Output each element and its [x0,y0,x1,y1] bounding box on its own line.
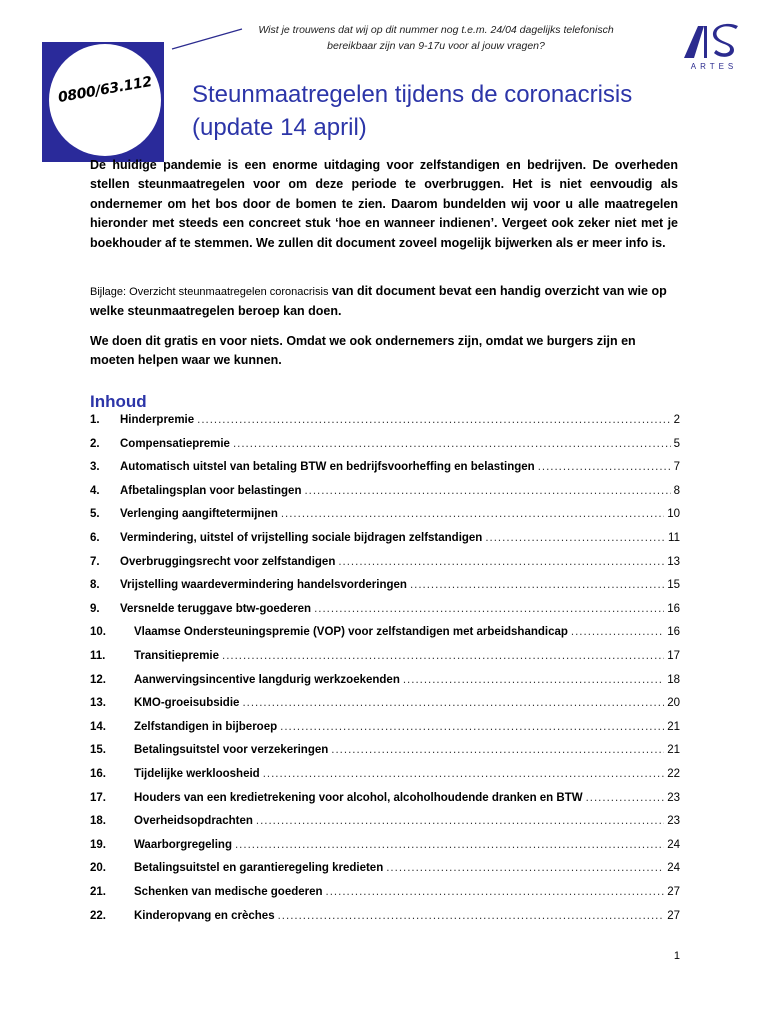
toc-entry-page: 21 [667,720,680,733]
toc-entry-number: 5. [90,508,100,521]
toc-entry-number: 9. [90,602,100,615]
toc-entry-leader [304,485,670,497]
toc-entry-title[interactable]: Betalingsuitstel voor verzekeringen [134,744,329,757]
toc-entry-title[interactable]: Vrijstelling waardevermindering handelsvorderingen [120,579,407,592]
toc-entry-title[interactable]: Versnelde teruggave btw-goederen [120,602,312,615]
toc-entry[interactable] [90,438,680,456]
toc-entry-number: 18. [90,815,106,828]
toc-entry-title[interactable]: Overheidsopdrachten [134,815,253,828]
toc-entry-page: 2 [673,414,680,426]
toc-entry[interactable] [90,626,680,644]
toc-entry-number: 8. [90,579,100,592]
toc-heading: Inhoud [90,392,147,411]
toc-entry-page: 7 [673,461,680,474]
toc-entry-page: 13 [667,555,680,568]
hotline-number: 0800/63.112 [56,73,154,107]
toc-entry[interactable] [90,461,680,479]
toc-entry-page: 8 [673,484,680,497]
toc-entry-number: 15. [90,744,106,757]
toc-entry-leader [263,768,665,780]
toc-entry-page: 10 [667,508,680,521]
toc-entry[interactable] [90,862,680,880]
toc-entry[interactable] [90,650,680,668]
toc-entry-number: 21. [90,886,106,898]
toc-entry-leader [331,744,664,756]
toc-entry[interactable] [90,910,680,928]
toc-entry-number: 16. [90,768,106,780]
toc-entry-leader [233,438,671,450]
toc-entry-page: 15 [667,579,680,592]
toc-entry[interactable] [90,579,680,597]
page-number: 1 [673,950,680,962]
toc-entry-number: 3. [90,461,100,474]
toc-entry-number: 22. [90,909,106,922]
toc-entry-page: 27 [667,909,680,922]
toc-entry-title[interactable]: Automatisch uitstel van betaling BTW en bedrijfsvoorheffing en belastingen [120,461,535,474]
artes-logo [674,20,754,76]
toc-entry-page: 20 [667,697,680,710]
toc-entry-number: 7. [90,555,100,568]
toc-entry-number: 11. [90,650,106,662]
toc-entry-number: 2. [90,437,100,450]
artes-logo-mark-icon [674,20,754,60]
attachment-paragraph [90,282,678,322]
toc-entry-title[interactable]: Waarborgregeling [134,838,232,851]
toc-entry-leader [242,697,664,709]
toc-entry-number: 17. [90,791,106,804]
toc-entry-title[interactable]: KMO-groeisubsidie [134,697,240,710]
toc-entry-page: 17 [667,650,680,662]
toc-entry-number: 20. [90,862,106,875]
toc-entry-number: 14. [90,720,106,733]
toc-entry-title[interactable]: Transitiepremie [134,650,220,662]
toc-entry-leader [571,626,664,638]
toc-entry-leader [403,674,664,686]
toc-entry-leader [281,508,664,520]
toc-entry-page: 24 [667,838,680,851]
toc-entry-page: 16 [667,626,680,639]
toc-entry-leader [326,886,665,898]
toc-entry[interactable] [90,674,680,692]
toc-entry-title[interactable]: Vlaamse Ondersteuningspremie (VOP) voor zelfstandigen met arbeidshandicap [134,626,568,639]
toc-entry[interactable] [90,815,680,833]
toc-entry-leader [256,815,664,827]
toc-entry[interactable] [90,768,680,786]
toc-entry-leader [235,839,664,851]
toc-entry[interactable] [90,603,680,621]
attachment-link[interactable]: Bijlage: Overzicht steunmaatregelen coronacrisis [90,286,329,298]
toc-entry[interactable] [90,414,680,432]
toc-entry[interactable] [90,556,680,574]
toc-entry-title[interactable]: Tijdelijke werkloosheid [134,768,260,780]
toc-entry-number: 6. [90,532,100,544]
toc-entry[interactable] [90,485,680,503]
toc-entry-title[interactable]: Schenken van medische goederen [134,886,323,898]
toc-entry[interactable] [90,721,680,739]
toc-entry-number: 12. [90,673,106,686]
toc-entry-title[interactable]: Hinderpremie [120,414,195,426]
toc-entry-page: 16 [667,602,680,615]
toc-entry-title[interactable]: Overbruggingsrecht voor zelfstandigen [120,555,336,568]
hotline-logo [42,42,164,162]
toc-entry-title[interactable]: Kinderopvang en crèches [134,909,275,922]
toc-entry-page: 23 [667,815,680,828]
toc-entry-number: 19. [90,838,106,851]
toc-entry-leader [410,579,664,591]
toc-entry-title[interactable]: Houders van een kredietrekening voor alcohol, alcoholhoudende dranken en BTW [134,791,583,804]
toc-entry-leader [386,862,664,874]
toc-entry-page: 27 [667,886,680,898]
toc-entry-title[interactable]: Compensatiepremie [120,437,230,450]
toc-entry[interactable] [90,697,680,715]
toc-entry[interactable] [90,744,680,762]
toc-entry[interactable] [90,532,680,550]
toc-entry-number: 4. [90,484,100,497]
toc-entry-leader [314,603,664,615]
toc-entry-page: 22 [667,768,680,780]
toc-entry[interactable] [90,839,680,857]
toc-entry-title[interactable]: Afbetalingsplan voor belastingen [120,484,302,497]
toc-entry-leader [538,461,671,473]
toc-entry-page: 21 [667,744,680,757]
toc-entry[interactable] [90,508,680,526]
brand-name: ARTES [690,62,738,71]
toc-entry-leader [197,414,670,426]
toc-entry-title[interactable]: Betalingsuitstel en garantieregeling kredieten [134,862,384,875]
toc-entry-page: 23 [667,791,680,804]
toc-entry[interactable] [90,792,680,810]
toc-entry-leader [586,792,665,804]
toc-entry-leader [278,910,665,922]
callout-line [170,26,244,52]
intro-paragraph: De huidige pandemie is een enorme uitdaging voor zelfstandigen en bedrijven. De overheden stellen steunmaatregelen voor om deze periode te overbruggen. Het is niet eenvoudig als ondernemer om het bos door de bomen te zien. Daarom bundelden wij voor u alle maatregelen hieronder met steeds een concreet stuk ‘hoe en wanneer indienen’. Vergeet ook zeker niet met je boekhouder af te stemmen. We zullen dit document zoveel mogelijk bijwerken als er meer info is. [90,158,678,250]
toc-entry-page: 11 [668,532,680,544]
toc-entry-number: 13. [90,697,106,710]
toc-entry-number: 10. [90,626,106,639]
free-paragraph: We doen dit gratis en voor niets. Omdat we ook ondernemers zijn, omdat we burgers zijn en moeten helpen waar we kunnen. [90,334,636,368]
toc-entry[interactable] [90,886,680,904]
toc-entry-title[interactable]: Verlenging aangiftetermijnen [120,508,278,521]
toc-entry-number: 1. [90,414,100,426]
hotline-logo-circle [49,44,161,156]
toc-entry-title[interactable]: Zelfstandigen in bijberoep [134,720,278,733]
toc-entry-leader [485,532,665,544]
toc-entry-title[interactable]: Aanwervingsincentive langdurig werkzoekenden [134,673,400,686]
toc-entry-leader [222,650,664,662]
toc-entry-title[interactable]: Vermindering, uitstel of vrijstelling sociale bijdragen zelfstandigen [120,532,483,544]
toc-entry-leader [280,721,664,733]
toc-entry-page: 24 [667,862,680,875]
hotline-notice: Wist je trouwens dat wij op dit nummer nog t.e.m. 24/04 dagelijks telefonisch bereikbaar zijn van 9-17u voor al jouw vragen? [258,24,614,52]
toc-entry-leader [338,556,664,568]
toc-entry-page: 18 [667,673,680,686]
document-title: Steunmaatregelen tijdens de coronacrisis (update 14 april) [192,81,633,141]
toc-entry-page: 5 [673,437,680,450]
attachment-text: van dit document bevat een handig overzicht van wie op welke steunmaatregelen beroep kan doen. [90,284,667,319]
